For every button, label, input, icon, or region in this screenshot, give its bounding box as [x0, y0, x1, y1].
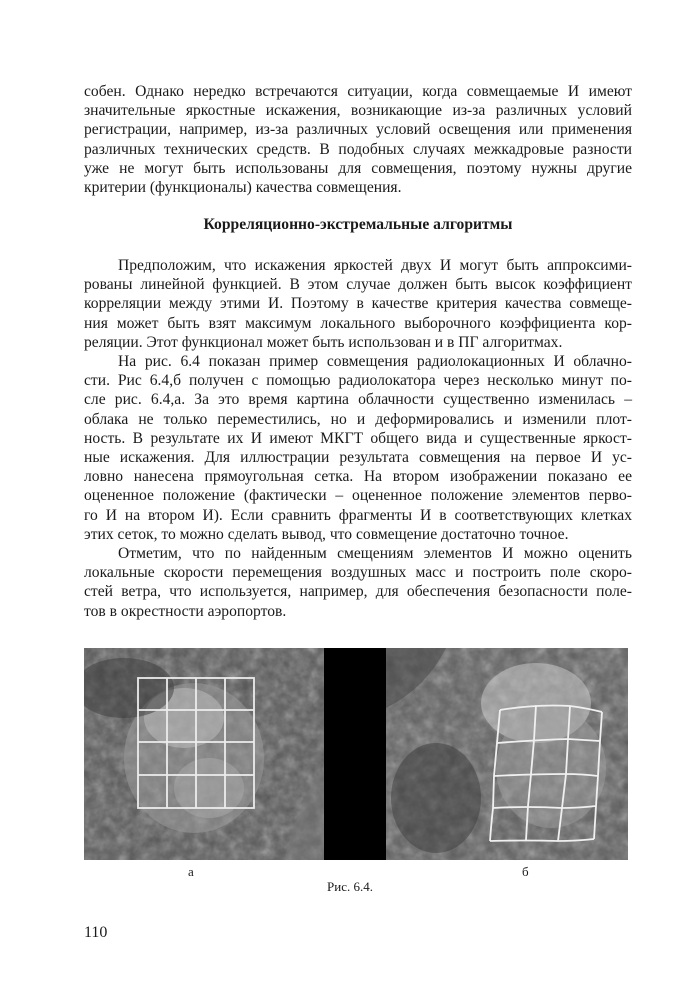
text-line: сти. Рис 6.4,б получен с помощью радиолокатора через несколько минут по- — [84, 372, 632, 390]
text-line: На рис. 6.4 показан пример совмещения радиолокационных И облачно- — [118, 353, 632, 370]
text-line: ность. В результате их И имеют МКГТ общего вида и существенные яркост- — [84, 429, 632, 447]
text-line: Отметим, что по найденным смещениям элементов И можно оценить — [118, 545, 632, 562]
text-line: локальные скорости перемещения воздушных масс и построить поле скоро- — [84, 564, 632, 582]
text-line: оцененное положение (фактически – оцененное положение элементов перво- — [84, 487, 632, 505]
text-line: ловно нанесена прямоугольная сетка. На втором изображении показано ее — [84, 468, 632, 486]
page-number: 110 — [84, 924, 108, 941]
text-line: облака не только переместились, но и деформировались и изменили плот- — [84, 410, 632, 428]
text-line: уже не могут быть использованы для совмещения, поэтому нужны другие — [84, 159, 632, 177]
figure-caption: Рис. 6.4. — [327, 879, 373, 894]
text-line: реляции. Этот функционал может быть использован и в ПГ алгоритмах. — [84, 333, 563, 351]
text-line: сле рис. 6.4,а. За это время картина облачности существенно изменилась – — [84, 391, 632, 409]
figure-label-b: б — [522, 864, 529, 879]
text-line: этих сеток, то можно сделать вывод, что совмещение достаточно точное. — [84, 525, 569, 543]
text-line: регистрации, например, из-за различных условий освещения или применения — [84, 121, 632, 139]
figure-6-4 — [84, 648, 628, 860]
text-line: рованы линейной функцией. В этом случае должен быть высок коэффициент — [84, 276, 632, 294]
text-line: критерии (функционалы) качества совмещения. — [84, 178, 402, 196]
text-line: различных технических средств. В подобных случаях межкадровые разности — [84, 140, 632, 158]
radar-image-b — [386, 648, 628, 860]
paragraph-3 — [84, 352, 632, 544]
section-heading: Корреляционно-экстремальные алгоритмы — [203, 216, 513, 233]
text-line: стей ветра, что используется, например, для обеспечения безопасности поле- — [84, 583, 632, 601]
paragraph-2 — [84, 256, 632, 352]
radar-image-a — [84, 648, 324, 860]
text-line: собен. Однако нередко встречаются ситуации, когда совмещаемые И имеют — [84, 83, 632, 100]
text-line: ные искажения. Для иллюстрации результата совмещения на первое И ус- — [84, 448, 632, 466]
text-line: Предположим, что искажения яркостей двух И могут быть аппроксими- — [118, 257, 632, 274]
paragraph-4 — [84, 544, 632, 621]
figure-label-a: а — [188, 864, 194, 879]
text-line: значительные яркостные искажения, возникающие из-за различных условий — [84, 102, 632, 120]
text-line: го И на втором И). Если сравнить фрагменты И в соответствующих клетках — [84, 506, 632, 524]
paragraph-1 — [84, 82, 632, 197]
text-line: тов в окрестности аэропортов. — [84, 602, 287, 620]
text-line: корреляции между этими И. Поэтому в качестве критерия качества совмеще- — [84, 295, 632, 313]
text-line: ния может быть взят максимум локального выборочного коэффициента кор- — [84, 314, 632, 332]
